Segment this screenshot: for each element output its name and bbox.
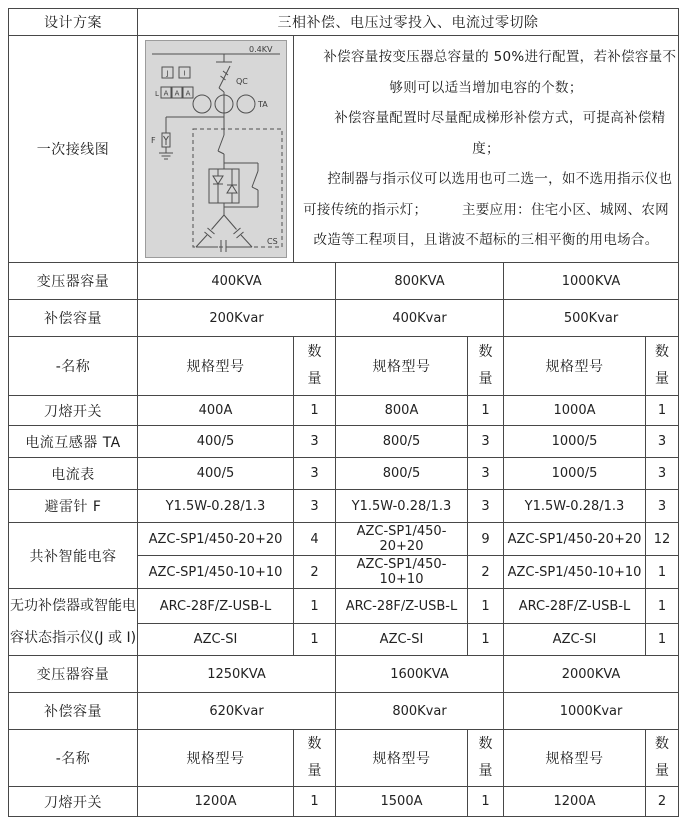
qty-value: 4 [294,523,336,556]
table-row [9,589,679,624]
name-header: -名称 [9,730,138,787]
ammeter-a1-label: A [163,89,168,98]
design-scheme-value: 三相补偿、电压过零投入、电流过零切除 [138,9,679,36]
qty-value: 1 [294,624,336,656]
row-label: 变压器容量 [9,263,138,300]
capacity-value: 620Kvar [138,693,336,730]
spec-value: 400A [138,396,294,426]
qty-header-char: 数 [655,344,670,360]
description-line: 改造等工程项目，且谐波不超标的三相平衡的用电场合。 [313,232,659,249]
capacity-value: 1000Kvar [504,693,679,730]
spec-value: AZC-SI [138,624,294,656]
compensation-capacity-row [9,693,679,730]
busbar-line [152,54,280,62]
capbank-label: CS [266,237,278,246]
spec-value: AZC-SP1/450-10+10 [336,556,468,589]
qty-header-char: 量 [655,371,670,387]
qty-value: 12 [646,523,679,556]
qty-header [468,337,504,396]
table-row [9,396,679,426]
spec-header: 规格型号 [138,730,294,787]
qty-header-char: 量 [307,371,322,387]
qty-value: 2 [646,787,679,817]
capacity-value: 800KVA [336,263,504,300]
qty-value: 3 [646,458,679,490]
spec-value: Y1.5W-0.28/1.3 [504,490,646,523]
qty-value: 3 [646,490,679,523]
equipment-name: 无功补偿器或智能电容状态指示仪(J 或 I) [9,589,138,656]
single-line-diagram-svg [146,41,286,257]
transformer-capacity-row [9,656,679,693]
qty-value: 3 [294,490,336,523]
meter-i-label: I [182,69,186,78]
row-label: 补偿容量 [9,300,138,337]
transformer-capacity-row [9,263,679,300]
qty-header [468,730,504,787]
spec-value: Y1.5W-0.28/1.3 [138,490,294,523]
qty-header-char: 量 [478,371,493,387]
qty-header-char: 数 [307,736,322,752]
name-header: -名称 [9,337,138,396]
capacity-value: 200Kvar [138,300,336,337]
qty-value: 1 [646,624,679,656]
ammeter-a3-label: A [185,89,190,98]
row-label: 变压器容量 [9,656,138,693]
spec-value: AZC-SI [504,624,646,656]
spec-value: 1200A [138,787,294,817]
qty-header-char: 数 [655,736,670,752]
capacity-value: 1600KVA [336,656,504,693]
qty-header [646,337,679,396]
qty-value: 1 [294,396,336,426]
spec-value: ARC-28F/Z-USB-L [138,589,294,624]
qty-value: 1 [294,787,336,817]
spec-header: 规格型号 [504,337,646,396]
spec-header: 规格型号 [138,337,294,396]
equipment-name: 共补智能电容 [9,523,138,589]
spec-header: 规格型号 [336,730,468,787]
qty-value: 2 [294,556,336,589]
wiring-diagram-cell [138,36,294,263]
table-row [9,426,679,458]
equipment-name: 刀熔开关 [9,396,138,426]
spec-header: 规格型号 [504,730,646,787]
qty-header-char: 数 [478,736,493,752]
qty-value: 1 [468,589,504,624]
wiring-diagram-label: 一次接线图 [9,36,138,263]
spec-value: AZC-SP1/450-20+20 [336,523,468,556]
spec-value: AZC-SP1/450-20+20 [138,523,294,556]
current-transformer-icons [193,95,255,113]
qty-value: 3 [468,490,504,523]
spec-value: 400/5 [138,458,294,490]
capacity-value: 2000KVA [504,656,679,693]
capacity-value: 400Kvar [336,300,504,337]
spec-value: 800/5 [336,458,468,490]
capacity-value: 500Kvar [504,300,679,337]
spec-value: 1000/5 [504,458,646,490]
capacity-value: 1250KVA [138,656,336,693]
spec-header: 规格型号 [336,337,468,396]
equipment-name: 避雷针 F [9,490,138,523]
qty-header [646,730,679,787]
qty-value: 3 [468,458,504,490]
qty-value: 3 [294,426,336,458]
qty-value: 3 [646,426,679,458]
arrester-branch-icon [159,117,224,159]
qty-value: 1 [646,396,679,426]
qty-header-char: 量 [478,763,493,779]
spec-value: 1200A [504,787,646,817]
equipment-name: 电流表 [9,458,138,490]
single-line-diagram [145,40,287,258]
capacity-value: 1000KVA [504,263,679,300]
qty-header-char: 量 [307,763,322,779]
spec-header-row [9,337,679,396]
qty-value: 2 [468,556,504,589]
spec-header-row [9,730,679,787]
spec-value: 800/5 [336,426,468,458]
description-line: 够则可以适当增加电容的个数； [389,79,583,96]
spec-value: ARC-28F/Z-USB-L [336,589,468,624]
meter-j-label: J [165,69,169,78]
spec-value: Y1.5W-0.28/1.3 [336,490,468,523]
description-line: 可接传统的指示灯； 主要应用：住宅小区、城网、农网 [303,201,669,218]
spec-value: AZC-SP1/450-20+20 [504,523,646,556]
wiring-diagram-row [9,36,679,263]
breaker-label: QC [235,77,248,86]
qty-value: 9 [468,523,504,556]
table-row [9,490,679,523]
thyristor-block-icon [209,169,239,203]
spec-value: AZC-SP1/450-10+10 [504,556,646,589]
meter-l-label: L [154,90,159,98]
delta-capacitor-icon [196,203,252,252]
arrester-label: F [150,136,156,145]
spec-value: AZC-SP1/450-10+10 [138,556,294,589]
spec-value: 400/5 [138,426,294,458]
qty-value: 1 [646,556,679,589]
spec-value: ARC-28F/Z-USB-L [504,589,646,624]
table-row [9,523,679,556]
description-cell [294,36,679,263]
qty-value: 1 [468,787,504,817]
qty-value: 1 [294,589,336,624]
qty-header-char: 数 [478,344,493,360]
compensation-capacity-row [9,300,679,337]
spec-value: 1000/5 [504,426,646,458]
qty-header-char: 量 [655,763,670,779]
qty-header [294,337,336,396]
spec-value: 1000A [504,396,646,426]
qty-value: 1 [468,624,504,656]
description-line: 度； [472,140,500,157]
cabinet-switch-icon [218,135,224,169]
spec-document [8,8,679,817]
qty-value: 1 [646,589,679,624]
row-label: 补偿容量 [9,693,138,730]
voltage-label: 0.4KV [248,45,272,54]
table-row [9,458,679,490]
description-line: 控制器与指示仪可以选用也可二选一，如不选用指示仪也 [299,171,673,188]
design-scheme-row [9,9,679,36]
capacity-value: 400KVA [138,263,336,300]
spec-value: 800A [336,396,468,426]
ct-label: TA [257,100,268,109]
qty-value: 1 [468,396,504,426]
spec-value: AZC-SI [336,624,468,656]
table-row [9,787,679,817]
capacity-value: 800Kvar [336,693,504,730]
qty-value: 3 [294,458,336,490]
breaker-qc-icon [219,66,230,95]
equipment-name: 电流互感器 TA [9,426,138,458]
design-scheme-label: 设计方案 [9,9,138,36]
spec-value: 1500A [336,787,468,817]
ammeter-a2-label: A [174,89,179,98]
capacitor-cabinet-outline [193,129,282,247]
equipment-name: 刀熔开关 [9,787,138,817]
qty-value: 3 [468,426,504,458]
compensation-spec-table [8,8,679,817]
qty-header [294,730,336,787]
description-line: 补偿容量配置时尽量配成梯形补偿方式，可提高补偿精 [306,110,666,127]
qty-header-char: 数 [307,344,322,360]
description-line: 补偿容量按变压器总容量的 50%进行配置，若补偿容量不 [295,49,677,66]
